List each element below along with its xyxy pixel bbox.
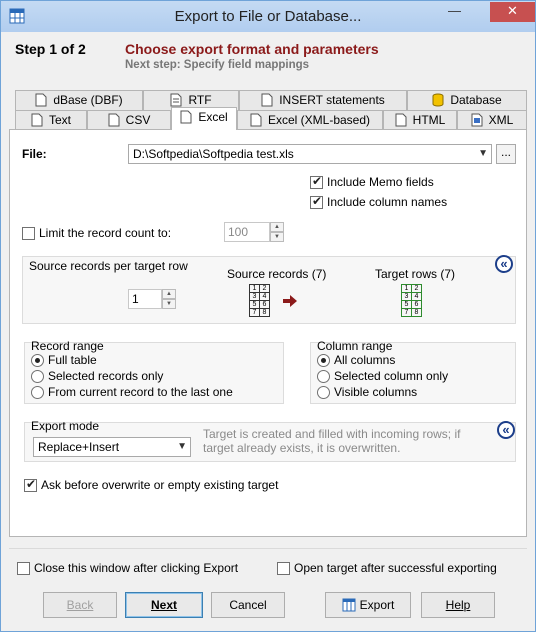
back-button-label: Back <box>66 598 94 612</box>
minimize-button[interactable]: — <box>448 3 461 18</box>
close-button[interactable]: ✕ <box>490 2 535 22</box>
rtf-document-icon <box>170 93 182 107</box>
collapse-chevron-icon[interactable]: « <box>497 421 515 439</box>
export-mode-select[interactable] <box>33 437 191 457</box>
limit-records-label: Limit the record count to: <box>39 226 172 240</box>
source-records-group-label: Source records per target row <box>29 259 188 273</box>
footer-divider <box>9 548 527 549</box>
source-grid-icon: 1 2 3 4 5 6 7 8 <box>249 284 270 317</box>
window-title: Export to File or Database... <box>174 8 362 25</box>
next-button-label: Next <box>150 598 177 612</box>
document-icon <box>250 113 262 127</box>
records-per-row-spinner[interactable] <box>162 289 176 309</box>
file-path-combo[interactable] <box>128 144 492 164</box>
tab-text[interactable] <box>15 110 87 130</box>
open-target-checkbox[interactable] <box>277 561 497 575</box>
file-path-value: D:\Softpedia\Softpedia test.xls <box>133 147 294 161</box>
record-range-group <box>24 339 284 404</box>
radio-current-to-last[interactable] <box>31 385 233 399</box>
radio-dot[interactable] <box>317 386 330 399</box>
radio-dot[interactable] <box>31 386 44 399</box>
checkbox-box[interactable] <box>22 227 35 240</box>
radio-selected-column[interactable] <box>317 369 448 383</box>
checkbox-box[interactable] <box>24 479 37 492</box>
open-target-label: Open target after successful exporting <box>294 561 497 575</box>
database-icon <box>432 93 444 107</box>
radio-label: Visible columns <box>334 385 418 399</box>
tab-label: Text <box>48 113 71 127</box>
limit-records-input[interactable]: 100 <box>224 222 270 242</box>
checkbox-box[interactable] <box>310 196 323 209</box>
next-button[interactable] <box>125 592 203 618</box>
radio-visible-columns[interactable] <box>317 385 417 399</box>
ask-overwrite-checkbox[interactable] <box>24 478 278 492</box>
tab-insert-statements[interactable] <box>239 90 407 110</box>
excel-tab-panel <box>9 129 527 537</box>
ask-overwrite-label: Ask before overwrite or empty existing target <box>41 478 279 492</box>
radio-label: From current record to the last one <box>48 385 233 399</box>
tab-html[interactable] <box>383 110 457 130</box>
chevron-down-icon[interactable]: ▼ <box>478 148 488 159</box>
spin-up-icon[interactable]: ▲ <box>162 289 176 299</box>
checkbox-box[interactable] <box>277 562 290 575</box>
spin-up-icon[interactable]: ▲ <box>270 222 284 232</box>
arrow-right-icon <box>283 295 297 307</box>
document-icon <box>180 110 192 124</box>
tab-label: INSERT statements <box>279 93 385 107</box>
chevron-down-icon[interactable]: ▼ <box>177 441 187 452</box>
tab-database[interactable] <box>407 90 527 110</box>
tab-label: Excel <box>198 110 228 124</box>
step-heading: Choose export format and parameters <box>125 41 379 57</box>
source-records-count-label: Source records (7) <box>227 267 327 281</box>
export-mode-value: Replace+Insert <box>38 440 120 454</box>
step-indicator: Step 1 of 2 <box>15 41 86 57</box>
radio-dot[interactable] <box>31 354 44 367</box>
include-column-names-label: Include column names <box>327 195 448 209</box>
browse-button[interactable]: ... <box>496 144 516 164</box>
collapse-chevron-icon[interactable]: « <box>495 255 513 273</box>
export-mode-description: Target is created and filled with incoming rows; if target already exists, it is overwritten. <box>203 427 461 455</box>
close-after-export-label: Close this window after clicking Export <box>34 561 239 575</box>
tab-excel[interactable] <box>171 107 237 130</box>
export-grid-icon <box>342 598 356 612</box>
document-icon <box>395 113 407 127</box>
limit-records-checkbox[interactable] <box>22 226 171 240</box>
radio-dot[interactable] <box>317 354 330 367</box>
record-range-label: Record range <box>31 339 104 353</box>
close-after-export-checkbox[interactable] <box>17 561 238 575</box>
tab-csv[interactable] <box>87 110 171 130</box>
cancel-button-label: Cancel <box>229 598 267 612</box>
tab-label: Database <box>450 93 502 107</box>
include-memo-label: Include Memo fields <box>327 175 434 189</box>
export-mode-label: Export mode <box>31 419 100 433</box>
radio-dot[interactable] <box>317 370 330 383</box>
include-column-names-checkbox[interactable] <box>310 195 447 209</box>
tab-dbase[interactable] <box>15 90 143 110</box>
target-grid-icon: 1 2 3 4 5 6 7 8 <box>401 284 422 317</box>
include-memo-checkbox[interactable] <box>310 175 434 189</box>
export-mode-group <box>24 419 516 462</box>
radio-label: Full table <box>48 353 97 367</box>
document-icon <box>31 113 43 127</box>
spin-down-icon[interactable]: ▼ <box>162 299 176 309</box>
help-button[interactable] <box>421 592 495 618</box>
xml-document-icon <box>471 113 483 127</box>
column-range-group <box>310 339 516 404</box>
document-icon <box>108 113 120 127</box>
tab-excel-xml[interactable] <box>237 110 383 130</box>
checkbox-box[interactable] <box>17 562 30 575</box>
records-per-row-input[interactable]: 1 <box>128 289 162 309</box>
radio-full-table[interactable] <box>31 353 97 367</box>
target-rows-count-label: Target rows (7) <box>375 267 456 281</box>
next-step-hint: Next step: Specify field mappings <box>125 59 310 71</box>
tab-label: Excel (XML-based) <box>267 113 371 127</box>
spin-down-icon[interactable]: ▼ <box>270 232 284 242</box>
document-icon <box>261 93 273 107</box>
radio-label: Selected records only <box>48 369 164 383</box>
checkbox-box[interactable] <box>310 176 323 189</box>
tab-label: CSV <box>125 113 151 127</box>
file-label: File: <box>22 147 47 161</box>
limit-records-spinner[interactable] <box>270 222 284 242</box>
tab-label: dBase (DBF) <box>53 93 123 107</box>
source-records-group <box>22 256 516 324</box>
export-button-label: Export <box>359 598 395 612</box>
radio-all-columns[interactable] <box>317 353 395 367</box>
document-icon <box>35 93 47 107</box>
tab-label: XML <box>488 113 514 127</box>
radio-label: Selected column only <box>334 369 449 383</box>
back-button[interactable] <box>43 592 117 618</box>
column-range-label: Column range <box>317 339 393 353</box>
wizard-header <box>1 32 535 87</box>
tab-xml[interactable] <box>457 110 527 130</box>
cancel-button[interactable] <box>211 592 285 618</box>
tab-label: RTF <box>188 93 212 107</box>
export-button[interactable] <box>325 592 411 618</box>
title-bar[interactable] <box>1 1 535 32</box>
tab-label: HTML <box>412 113 446 127</box>
radio-dot[interactable] <box>31 370 44 383</box>
radio-label: All columns <box>334 353 396 367</box>
help-button-label: Help <box>445 598 471 612</box>
radio-selected-records[interactable] <box>31 369 163 383</box>
